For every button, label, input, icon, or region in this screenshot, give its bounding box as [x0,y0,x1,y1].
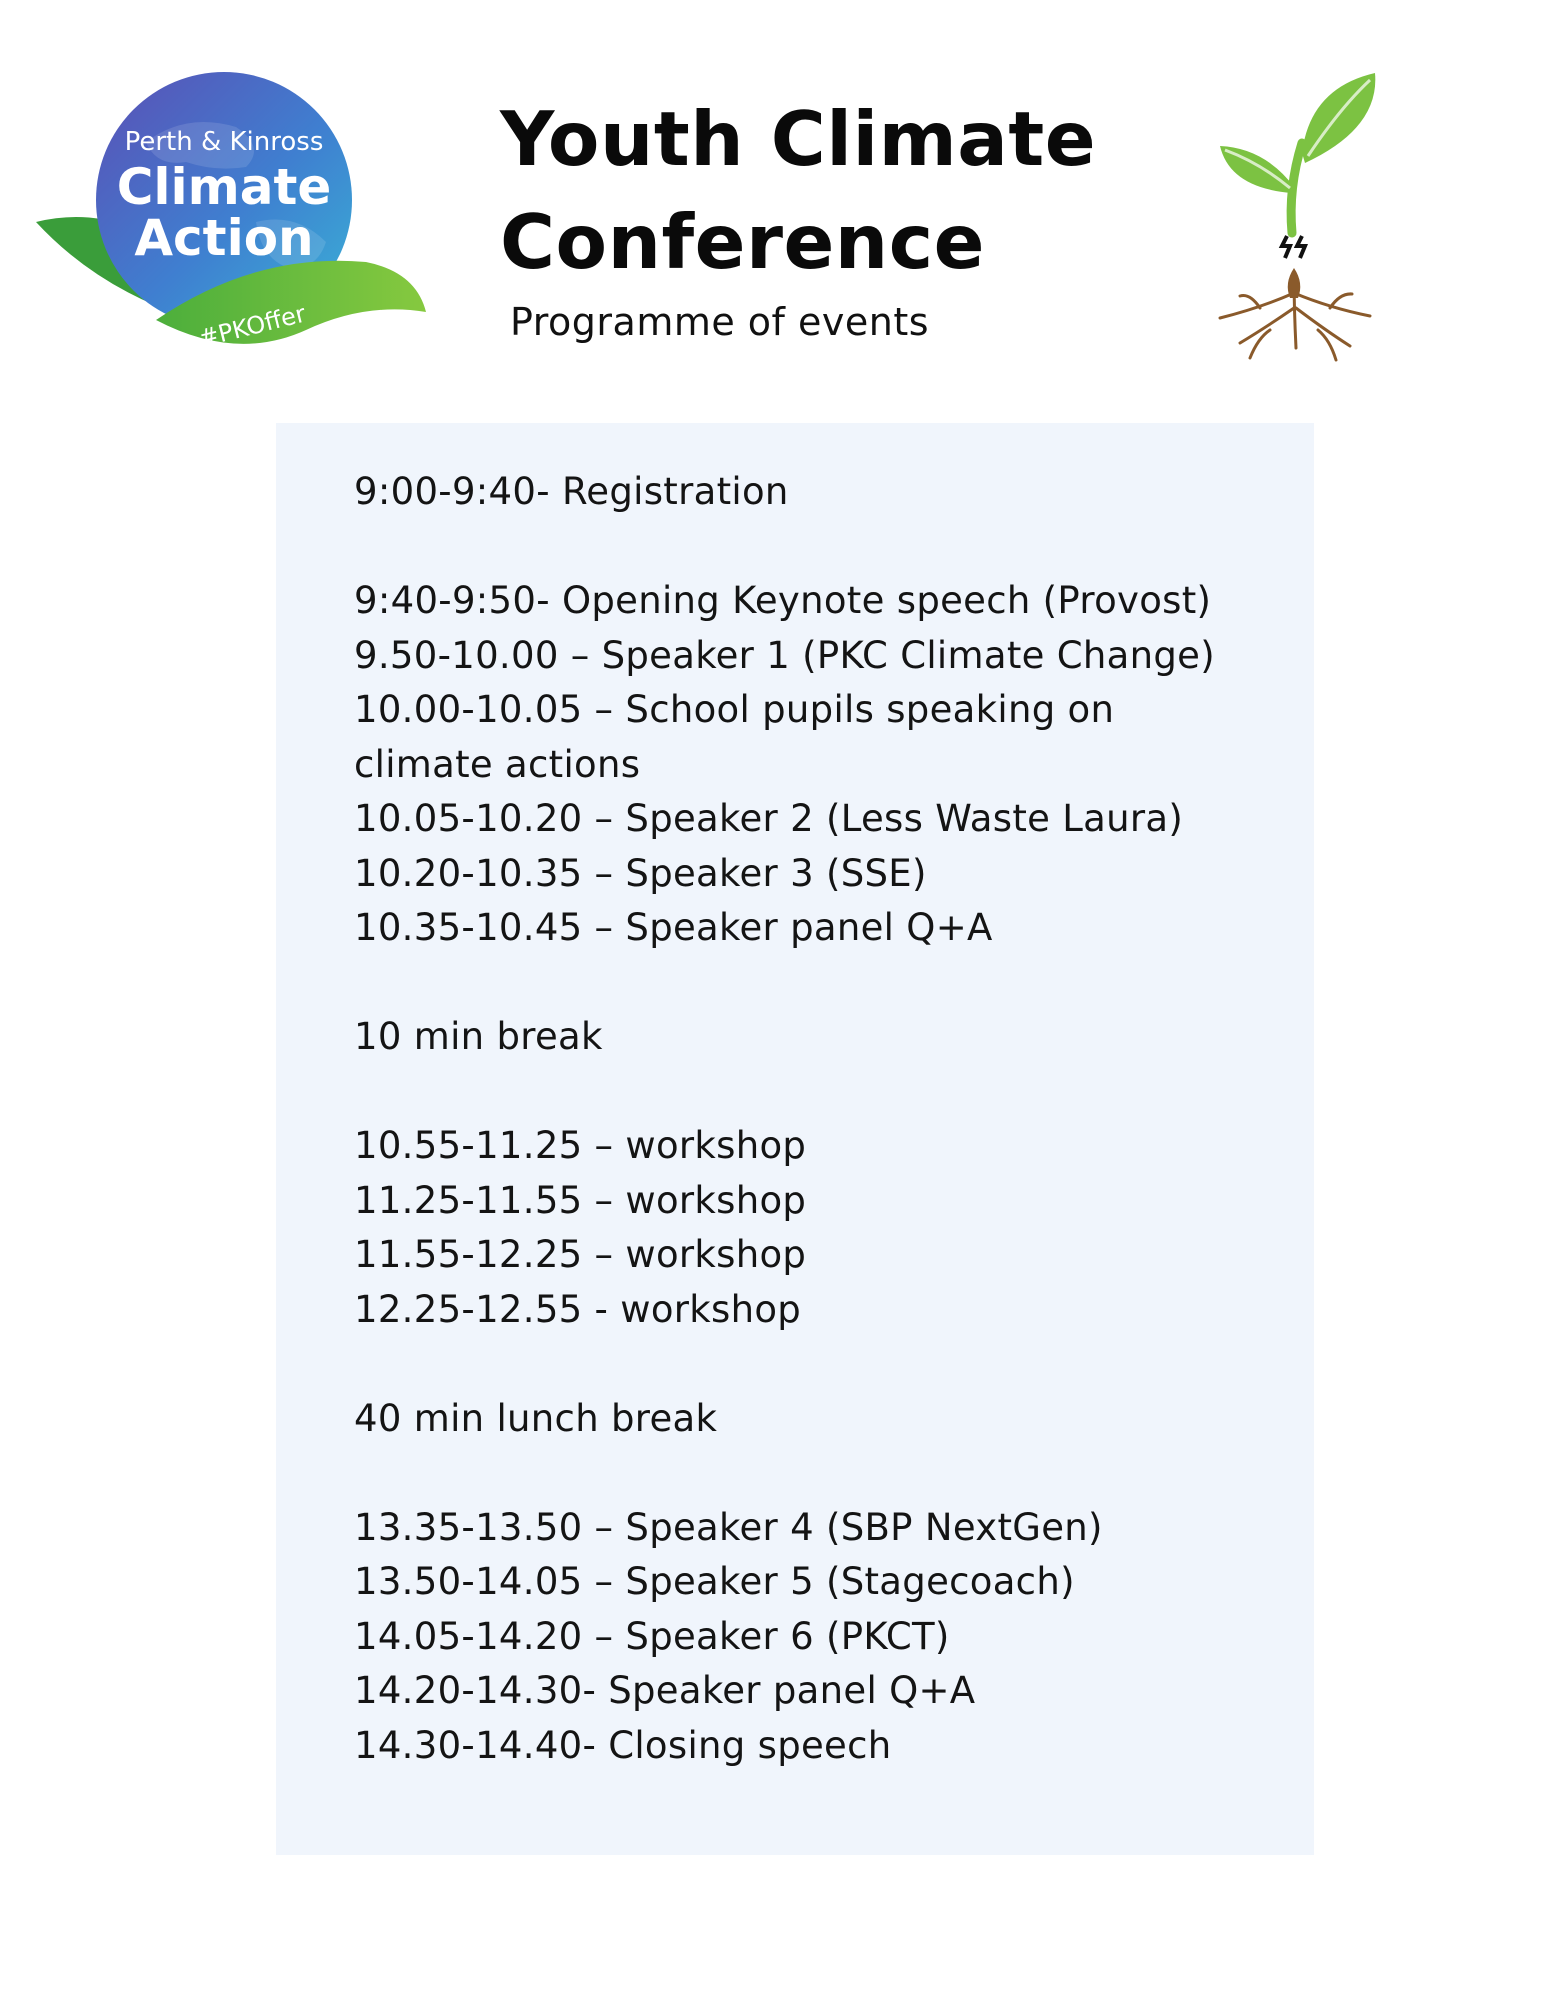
schedule-item: 10.35-10.45 – Speaker panel Q+A [354,906,993,949]
schedule-item: 14.05-14.20 – Speaker 6 (PKCT) [354,1614,950,1658]
schedule-item: 10.20-10.35 – Speaker 3 (SSE) [354,851,927,895]
schedule-item: 10.00-10.05 – School pupils speaking on [354,688,1115,731]
schedule-item: 10.05-10.20 – Speaker 2 (Less Waste Laura) [354,797,1184,840]
schedule-spacer [354,1065,1314,1120]
schedule-item: 13.50-14.05 – Speaker 5 (Stagecoach) [354,1560,1075,1603]
schedule-item: 14.20-14.30- Speaker panel Q+A [354,1669,976,1712]
logo-line-1: Perth & Kinross [124,127,324,157]
schedule-item: 9.50-10.00 – Speaker 1 (PKC Climate Change) [354,633,1215,677]
page-title-line-2: Conference [500,198,986,286]
schedule-item: 9:40-9:50- Opening Keynote speech (Provost) [354,579,1212,622]
schedule-item: 13.35-13.50 – Speaker 4 (SBP NextGen) [354,1505,1103,1549]
page-subtitle: Programme of events [510,300,930,344]
schedule-item: 11.25-11.55 – workshop [354,1178,807,1222]
schedule-item: 11.55-12.25 – workshop [354,1233,807,1276]
seedling-icon [1210,68,1380,368]
schedule-item-continued: climate actions [354,742,641,786]
schedule-spacer [354,1337,1314,1392]
logo-line-2: Climate [116,158,332,216]
schedule-item: 10.55-11.25 – workshop [354,1124,807,1167]
schedule-spacer [354,956,1314,1011]
schedule-list [354,465,1314,1773]
page-title-line-1: Youth Climate [500,95,1097,183]
schedule-break: 10 min break [354,1015,603,1058]
schedule-spacer [354,1446,1314,1501]
schedule-item: 12.25-12.55 - workshop [354,1287,802,1331]
schedule-spacer [354,520,1314,575]
page-title [500,88,1096,294]
schedule-item: 9:00-9:40- Registration [354,470,789,513]
globe-leaf-logo [36,72,426,362]
logo-line-3: Action [134,209,314,267]
schedule-break: 40 min lunch break [354,1396,718,1440]
logo-hashtag: #PKOffer [195,299,309,354]
schedule-item: 14.30-14.40- Closing speech [354,1723,892,1767]
